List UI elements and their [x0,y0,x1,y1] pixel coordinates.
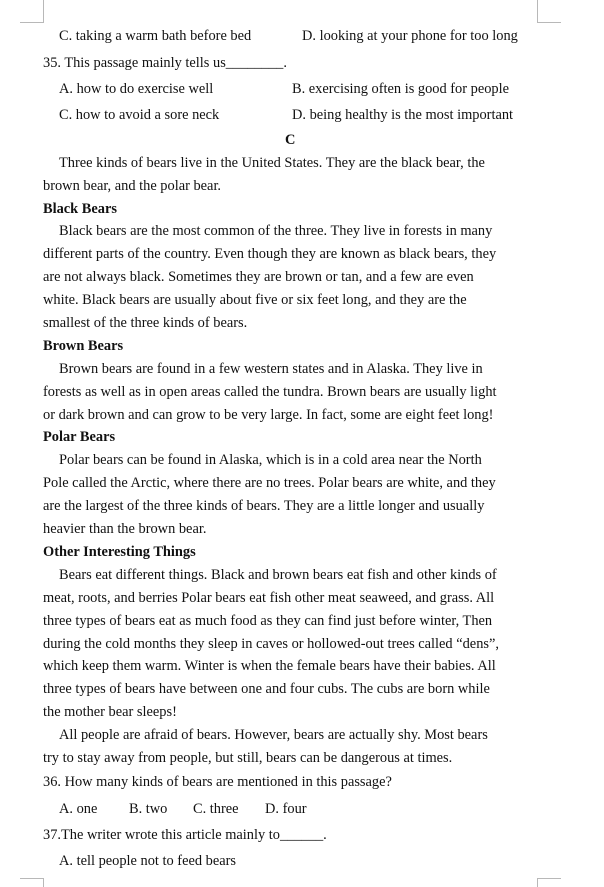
paragraph-line: meat, roots, and berries Polar bears eat fish other meat seaweed, and grass. All [43,590,495,606]
paragraph-line: Polar bears can be found in Alaska, which is in a cold area near the North [59,452,482,468]
paragraph-line: Bears eat different things. Black and brown bears eat fish and other kinds of [59,567,497,583]
q37-stem: 37.The writer wrote this article mainly to______. [43,827,327,843]
section-label: C [285,132,296,148]
paragraph-line: which keep them warm. Winter is when the female bears have their babies. All [43,658,496,674]
q36-option-a: A. one [59,801,98,817]
crop-mark-top-left-vertical [43,0,44,22]
q36-option-b: B. two [129,801,168,817]
paragraph-line: white. Black bears are usually about five or six feet long, and they are the [43,292,467,308]
crop-mark-bottom-right-horizontal [537,878,561,879]
q35-option-c: C. how to avoid a sore neck [59,107,220,123]
other-things-heading: Other Interesting Things [43,544,196,560]
paragraph-line: try to stay away from people, but still, bears can be dangerous at times. [43,750,453,766]
crop-mark-bottom-left-vertical [43,878,44,887]
paragraph-line: are not always black. Sometimes they are brown or tan, and a few are even [43,269,474,285]
q35-stem: 35. This passage mainly tells us________. [43,55,287,71]
paragraph-line: different parts of the country. Even though they are known as black bears, they [43,246,497,262]
paragraph-line: Pole called the Arctic, where there are no trees. Polar bears are white, and they [43,475,496,491]
q35-option-b: B. exercising often is good for people [292,81,510,97]
q34-option-c: C. taking a warm bath before bed [59,28,252,44]
paragraph-line: three types of bears have between one and four cubs. The cubs are born while [43,681,490,697]
paragraph-line: Black bears are the most common of the three. They live in forests in many [59,223,493,239]
q36-option-d: D. four [265,801,307,817]
crop-mark-top-left-horizontal [20,22,44,23]
q36-option-c: C. three [193,801,239,817]
paragraph-line: forests as well as in open areas called the tundra. Brown bears are usually light [43,384,497,400]
q34-option-d: D. looking at your phone for too long [302,28,518,44]
paragraph-line: Three kinds of bears live in the United States. They are the black bear, the [59,155,485,171]
paragraph-line: Brown bears are found in a few western states and in Alaska. They live in [59,361,483,377]
q35-option-a: A. how to do exercise well [59,81,214,97]
polar-bears-heading: Polar Bears [43,429,116,445]
crop-mark-bottom-right-vertical [537,878,538,887]
crop-mark-bottom-left-horizontal [20,878,44,879]
paragraph-line: heavier than the brown bear. [43,521,207,537]
paragraph-line: smallest of the three kinds of bears. [43,315,248,331]
brown-bears-heading: Brown Bears [43,338,124,354]
crop-mark-top-right-horizontal [537,22,561,23]
crop-mark-top-right-vertical [537,0,538,22]
q36-stem: 36. How many kinds of bears are mentioned in this passage? [43,774,392,790]
paragraph-line: the mother bear sleeps! [43,704,177,720]
paragraph-line: brown bear, and the polar bear. [43,178,222,194]
black-bears-heading: Black Bears [43,201,117,217]
paragraph-line: are the largest of the three kinds of bears. They are a little longer and usually [43,498,485,514]
paragraph-line: or dark brown and can grow to be very large. In fact, some are eight feet long! [43,407,494,423]
paragraph-line: during the cold months they sleep in caves or hollowed-out trees called “dens”, [43,636,499,652]
q37-option-a: A. tell people not to feed bears [59,853,237,869]
paragraph-line: All people are afraid of bears. However, bears are actually shy. Most bears [59,727,488,743]
paragraph-line: three types of bears eat as much food as they can find just before winter, Then [43,613,493,629]
q35-option-d: D. being healthy is the most important [292,107,514,123]
